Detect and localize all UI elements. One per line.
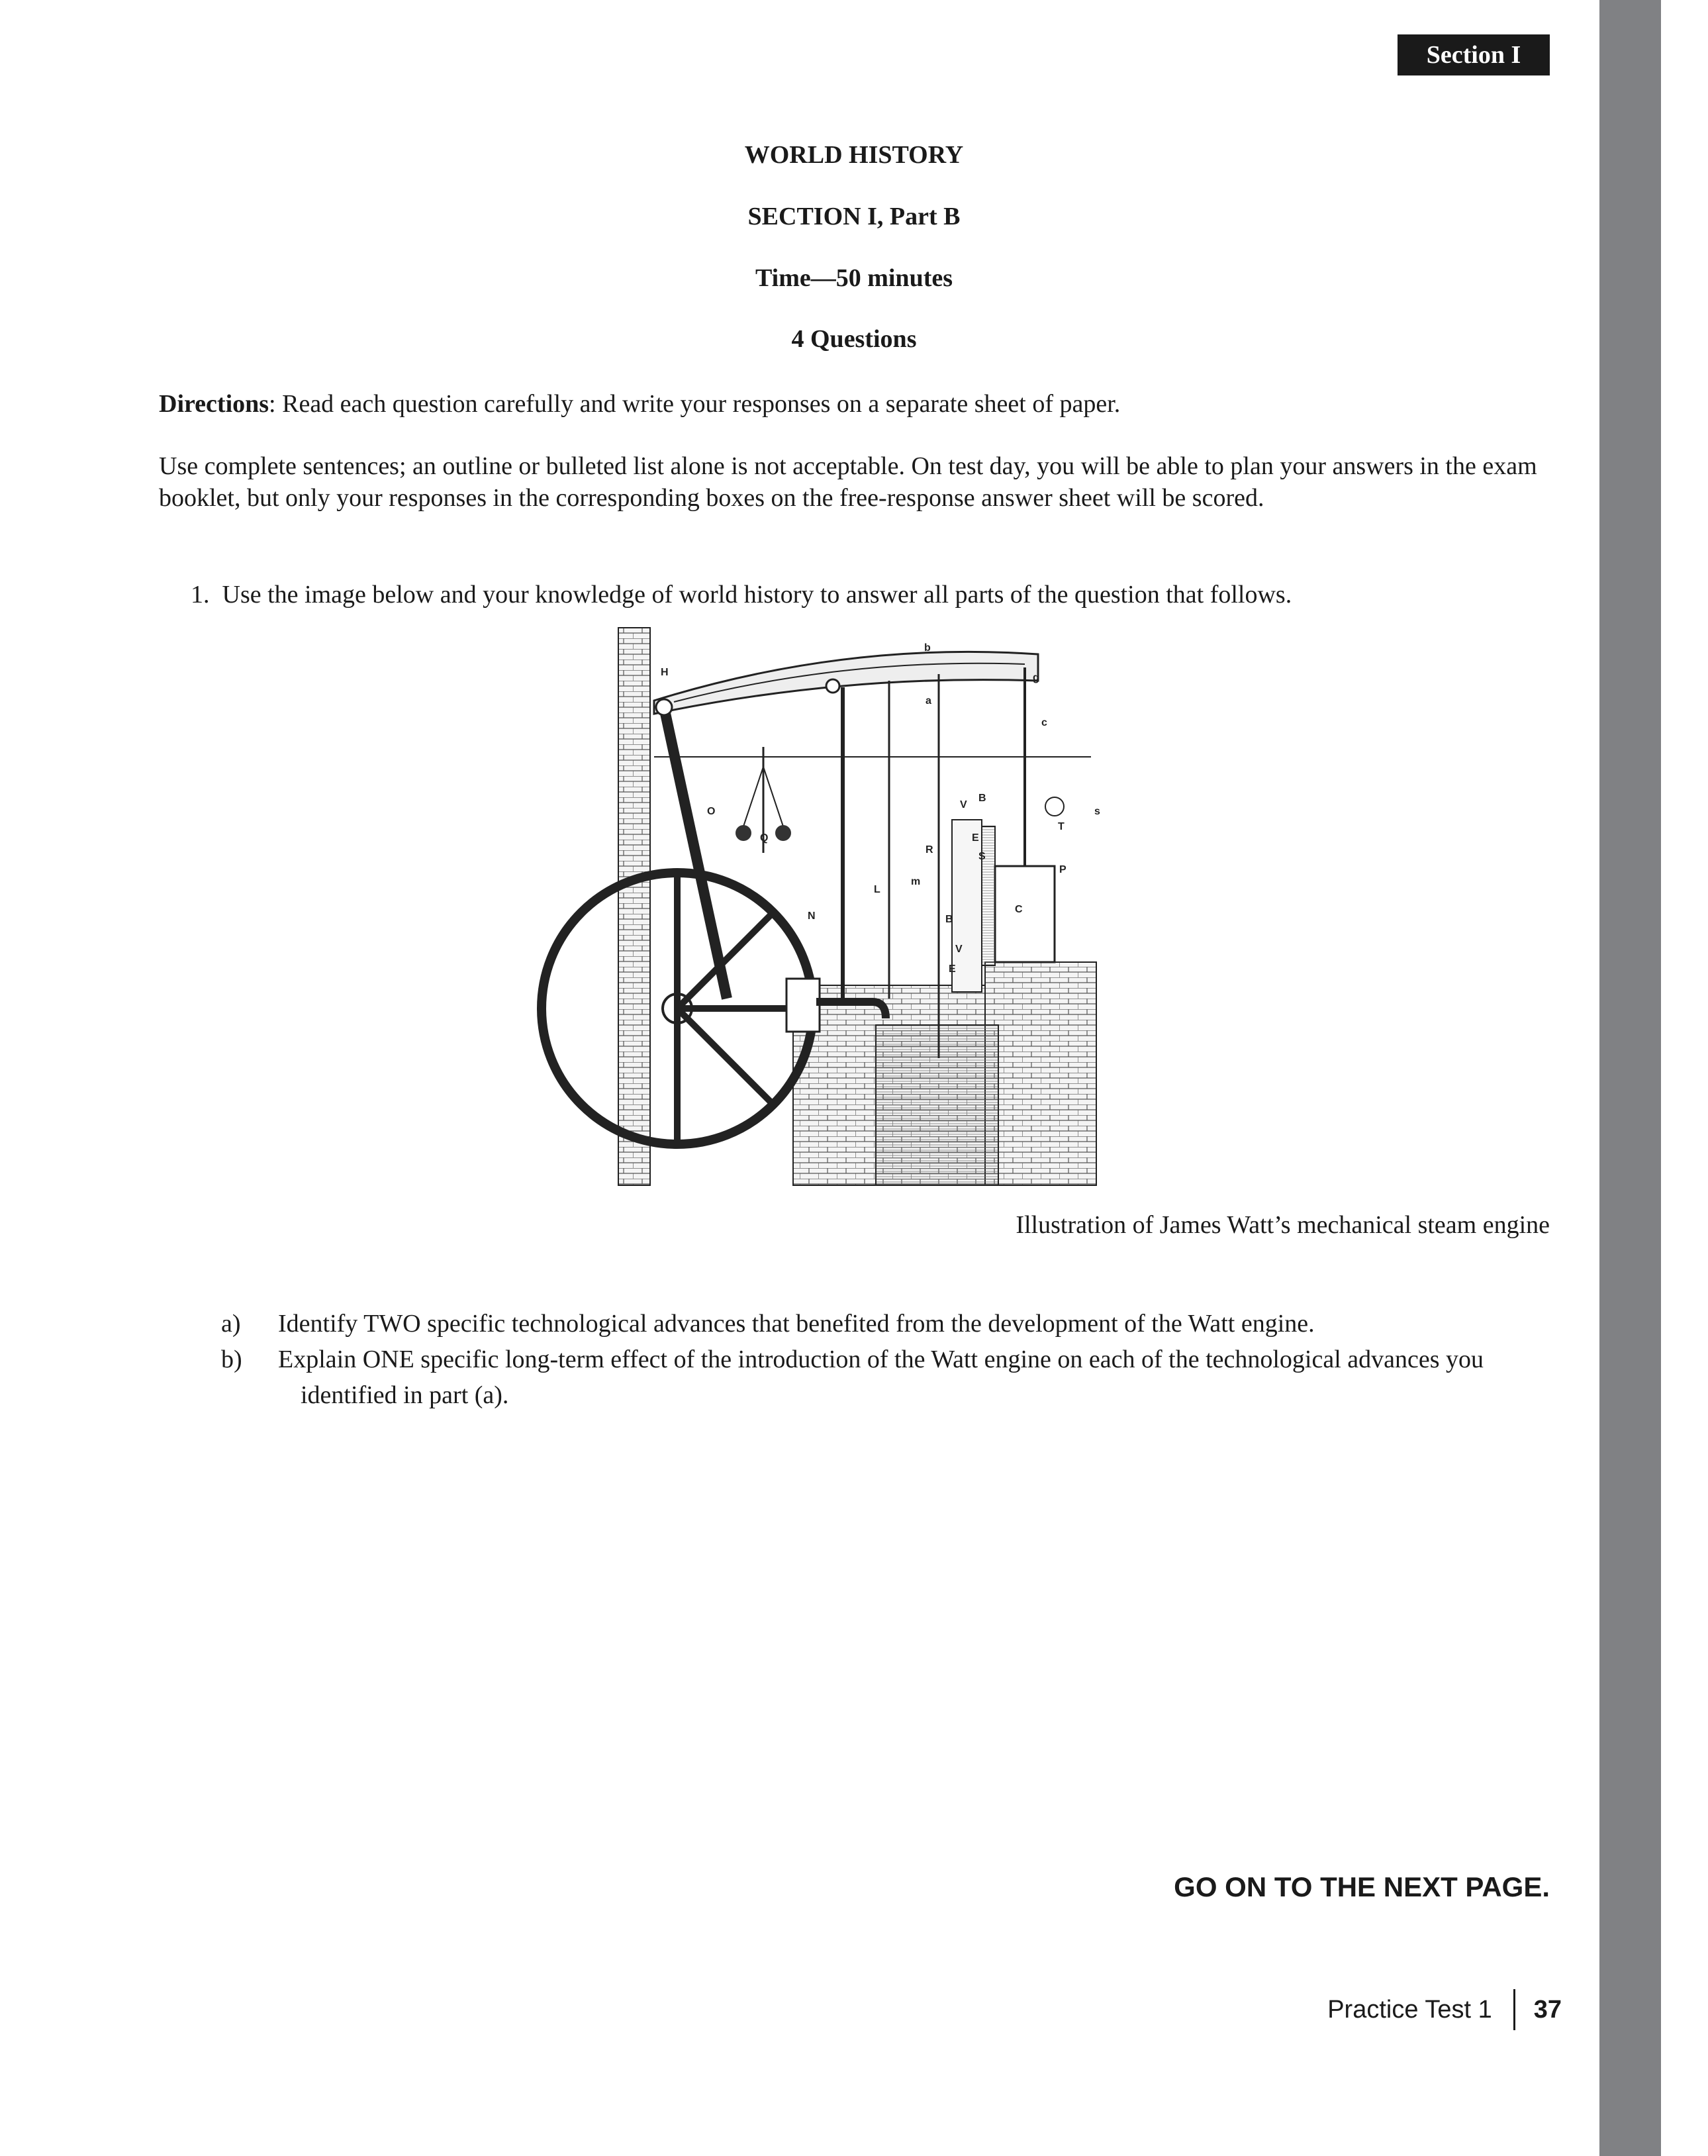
figure-label: E xyxy=(972,832,979,844)
time-heading: Time—50 minutes xyxy=(755,264,953,292)
steam-engine-illustration xyxy=(614,628,1098,1185)
figure-caption: Illustration of James Watt’s mechanical steam engine xyxy=(1016,1211,1550,1239)
figure-label: H xyxy=(661,667,669,678)
figure-label: B xyxy=(945,914,953,925)
figure-label: b xyxy=(924,642,931,654)
cylinder xyxy=(952,797,1064,992)
page-footer xyxy=(1327,1989,1562,2030)
figure-label: L xyxy=(874,884,880,895)
figure-label: g xyxy=(1033,672,1039,683)
figure-label: V xyxy=(960,799,967,810)
figure-label: S xyxy=(978,851,986,862)
figure-label: V xyxy=(955,944,963,955)
beam xyxy=(654,652,1038,714)
figure-label: c xyxy=(1041,717,1047,728)
footer-title: Practice Test 1 xyxy=(1327,1995,1492,2024)
figure-label: C xyxy=(1015,904,1023,915)
brick-wall-left xyxy=(618,628,650,1185)
page-number: 37 xyxy=(1533,1995,1562,2024)
connecting-rod xyxy=(656,699,727,999)
subquestion-a: a) Identify TWO specific technological advances that benefited from the development of the Watt engine. xyxy=(221,1310,1315,1338)
section-tab: Section I xyxy=(1398,34,1550,75)
footer-divider xyxy=(1513,1989,1515,2030)
directions: Directions: Read each question carefully and write your responses on a separate sheet of paper. xyxy=(159,390,1121,418)
instructions: Use complete sentences; an outline or bulleted list alone is not acceptable. On test day, you will be able to plan your answers in the exam booklet, but only your responses in the corresponding boxes on the free-response answer sheet will be scored. xyxy=(159,452,1537,512)
figure-label: T xyxy=(1058,821,1065,832)
page-edge-bar xyxy=(1599,0,1661,2156)
go-on-notice: GO ON TO THE NEXT PAGE. xyxy=(1174,1871,1550,1902)
subject-heading: WORLD HISTORY xyxy=(744,141,964,169)
figure-label: N xyxy=(808,910,816,922)
figure-label: P xyxy=(1059,864,1067,875)
figure-label: Q xyxy=(760,832,769,844)
brick-foundation xyxy=(793,962,1096,1185)
question-1: 1. Use the image below and your knowledge of world history to answer all parts of the question that follows. xyxy=(191,581,1292,609)
subquestion-b: b) Explain ONE specific long-term effect of the introduction of the Watt engine on each of the technological advances you identified in part (a). xyxy=(221,1346,1484,1409)
figure-label: s xyxy=(1094,806,1100,817)
figure-label: B xyxy=(978,793,986,804)
figure-label: O xyxy=(707,806,716,817)
figure-label: R xyxy=(925,844,933,856)
section-heading: SECTION I, Part B xyxy=(747,203,961,230)
figure-label: E xyxy=(949,963,956,975)
flywheel xyxy=(542,873,813,1144)
question-count-heading: 4 Questions xyxy=(791,325,917,353)
figure-label: m xyxy=(911,876,921,887)
figure-label: a xyxy=(925,695,931,707)
